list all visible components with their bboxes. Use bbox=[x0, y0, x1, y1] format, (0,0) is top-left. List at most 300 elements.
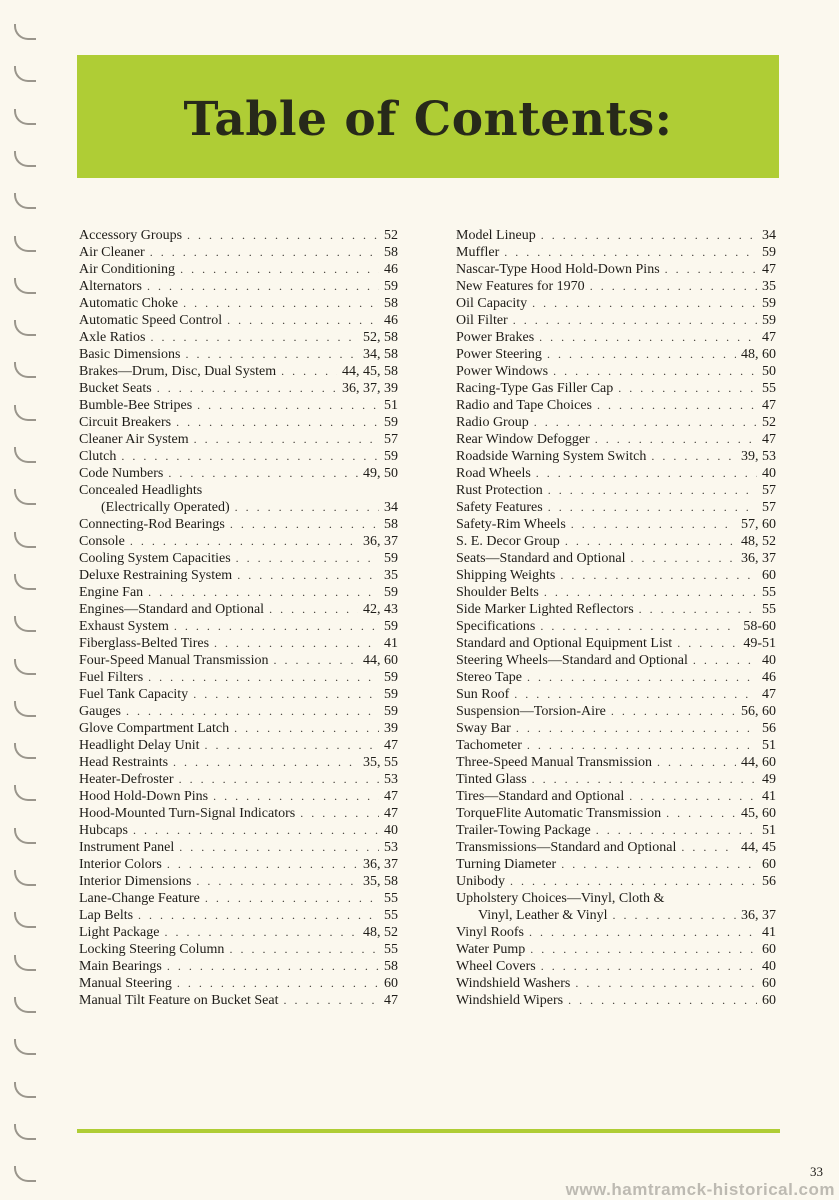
toc-entry-pages: 36, 37 bbox=[741, 908, 776, 923]
toc-entry-pages: 55 bbox=[384, 908, 398, 923]
dot-leader bbox=[230, 516, 379, 533]
binding-hole bbox=[14, 785, 36, 801]
dot-leader bbox=[227, 312, 379, 329]
toc-entry-label: Deluxe Restraining System bbox=[79, 568, 233, 583]
toc-entry-label: Sway Bar bbox=[456, 721, 511, 736]
toc-entry-pages: 58 bbox=[384, 517, 398, 532]
toc-entry bbox=[79, 516, 398, 533]
toc-entry-pages: 39 bbox=[384, 721, 398, 736]
toc-entry-label: Nascar-Type Hood Hold-Down Pins bbox=[456, 262, 660, 277]
toc-entry bbox=[456, 856, 776, 873]
toc-entry bbox=[456, 618, 776, 635]
toc-entry bbox=[79, 584, 398, 601]
contents-column-left bbox=[79, 227, 398, 1009]
toc-entry-label: Model Lineup bbox=[456, 228, 536, 243]
toc-entry-label: Radio Group bbox=[456, 415, 529, 430]
binding-hole bbox=[14, 1166, 36, 1182]
toc-entry-label: Automatic Choke bbox=[79, 296, 179, 311]
toc-entry-label: Axle Ratios bbox=[79, 330, 146, 345]
toc-entry bbox=[456, 771, 776, 788]
toc-entry-label: TorqueFlite Automatic Transmission bbox=[456, 806, 662, 821]
dot-leader bbox=[196, 873, 358, 890]
toc-entry-pages: 59 bbox=[384, 279, 398, 294]
toc-entry-pages: 59 bbox=[384, 670, 398, 685]
dot-leader bbox=[133, 822, 379, 839]
toc-entry-label: Steering Wheels—Standard and Optional bbox=[456, 653, 688, 668]
toc-entry-label: Hood Hold-Down Pins bbox=[79, 789, 209, 804]
dot-leader bbox=[148, 584, 379, 601]
toc-entry-pages: 47 bbox=[384, 738, 398, 753]
dot-leader bbox=[534, 414, 757, 431]
toc-entry bbox=[79, 244, 398, 261]
toc-entry bbox=[456, 482, 776, 499]
toc-entry-label: Power Windows bbox=[456, 364, 549, 379]
ring-binding-holes bbox=[0, 0, 40, 1200]
toc-entry-label: Engines—Standard and Optional bbox=[79, 602, 265, 617]
toc-entry-pages: 51 bbox=[762, 738, 776, 753]
toc-entry-label: Safety-Rim Wheels bbox=[456, 517, 566, 532]
toc-entry bbox=[456, 975, 776, 992]
toc-entry-pages: 48, 60 bbox=[741, 347, 776, 362]
toc-entry-pages: 39, 53 bbox=[741, 449, 776, 464]
contents-column-right bbox=[456, 227, 776, 1009]
toc-entry bbox=[79, 652, 398, 669]
bottom-rule bbox=[77, 1129, 780, 1133]
dot-leader bbox=[164, 924, 358, 941]
toc-entry-pages: 46 bbox=[762, 670, 776, 685]
dot-leader bbox=[553, 363, 757, 380]
toc-entry bbox=[79, 431, 398, 448]
toc-entry bbox=[456, 448, 776, 465]
toc-entry bbox=[456, 635, 776, 652]
toc-entry-pages: 52, 58 bbox=[363, 330, 398, 345]
dot-leader bbox=[197, 397, 379, 414]
dot-leader bbox=[174, 618, 379, 635]
dot-leader bbox=[177, 975, 379, 992]
toc-entry-pages: 55 bbox=[762, 602, 776, 617]
dot-leader bbox=[618, 380, 757, 397]
toc-entry-pages: 47 bbox=[762, 330, 776, 345]
toc-entry-label: (Electrically Operated) bbox=[101, 500, 230, 515]
toc-entry bbox=[79, 907, 398, 924]
binding-hole bbox=[14, 236, 36, 252]
dot-leader bbox=[168, 465, 358, 482]
toc-entry-label: Clutch bbox=[79, 449, 117, 464]
dot-leader bbox=[229, 941, 379, 958]
dot-leader bbox=[281, 363, 337, 380]
dot-leader bbox=[571, 516, 736, 533]
toc-entry-pages: 52 bbox=[762, 415, 776, 430]
toc-entry bbox=[79, 363, 398, 380]
toc-entry-pages: 42, 43 bbox=[363, 602, 398, 617]
dot-leader bbox=[560, 567, 757, 584]
toc-entry bbox=[456, 941, 776, 958]
toc-entry-pages: 59 bbox=[762, 313, 776, 328]
toc-entry-label: Wheel Covers bbox=[456, 959, 536, 974]
toc-entry-label: Basic Dimensions bbox=[79, 347, 181, 362]
dot-leader bbox=[639, 601, 757, 618]
toc-entry-pages: 58 bbox=[384, 245, 398, 260]
toc-entry-label: Upholstery Choices—Vinyl, Cloth & bbox=[456, 891, 665, 906]
dot-leader bbox=[513, 312, 757, 329]
toc-entry-label: Circuit Breakers bbox=[79, 415, 172, 430]
toc-entry-label: Bucket Seats bbox=[79, 381, 152, 396]
toc-entry-pages: 55 bbox=[384, 891, 398, 906]
toc-entry-label: Heater-Defroster bbox=[79, 772, 174, 787]
dot-leader bbox=[539, 329, 757, 346]
toc-entry-label: Exhaust System bbox=[79, 619, 169, 634]
page-title: Table of Contents: bbox=[183, 92, 673, 147]
dot-leader bbox=[527, 669, 757, 686]
dot-leader bbox=[194, 431, 379, 448]
toc-entry bbox=[79, 601, 398, 618]
toc-entry bbox=[456, 465, 776, 482]
binding-hole bbox=[14, 701, 36, 717]
toc-entry bbox=[79, 941, 398, 958]
toc-entry-label: Specifications bbox=[456, 619, 536, 634]
toc-entry bbox=[79, 924, 398, 941]
toc-entry bbox=[79, 295, 398, 312]
toc-entry-label: Three-Speed Manual Transmission bbox=[456, 755, 652, 770]
toc-entry bbox=[456, 805, 776, 822]
toc-entry bbox=[456, 788, 776, 805]
toc-entry-label: Lap Belts bbox=[79, 908, 134, 923]
dot-leader bbox=[568, 992, 757, 1009]
toc-entry-label: Brakes—Drum, Disc, Dual System bbox=[79, 364, 277, 379]
toc-entry-label: Oil Filter bbox=[456, 313, 508, 328]
toc-entry bbox=[456, 737, 776, 754]
toc-entry-pages: 59 bbox=[384, 415, 398, 430]
toc-entry bbox=[456, 329, 776, 346]
dot-leader bbox=[516, 720, 757, 737]
toc-entry-label: New Features for 1970 bbox=[456, 279, 585, 294]
toc-entry bbox=[456, 244, 776, 261]
toc-entry-label: Muffler bbox=[456, 245, 500, 260]
toc-entry-label: Air Cleaner bbox=[79, 245, 145, 260]
toc-entry bbox=[79, 737, 398, 754]
toc-entry-pages: 44, 45, 58 bbox=[342, 364, 398, 379]
toc-entry bbox=[79, 771, 398, 788]
toc-entry bbox=[79, 686, 398, 703]
toc-entry-label: Transmissions—Standard and Optional bbox=[456, 840, 677, 855]
toc-entry-pages: 35 bbox=[762, 279, 776, 294]
dot-leader bbox=[596, 822, 757, 839]
toc-entry bbox=[456, 754, 776, 771]
dot-leader bbox=[176, 414, 379, 431]
toc-entry bbox=[456, 380, 776, 397]
toc-entry-pages: 59 bbox=[384, 704, 398, 719]
toc-entry bbox=[79, 550, 398, 567]
toc-entry-pages: 34 bbox=[384, 500, 398, 515]
toc-entry bbox=[456, 652, 776, 669]
toc-entry bbox=[79, 346, 398, 363]
binding-hole bbox=[14, 1039, 36, 1055]
dot-leader bbox=[631, 550, 736, 567]
binding-hole bbox=[14, 151, 36, 167]
toc-entry bbox=[456, 397, 776, 414]
dot-leader bbox=[575, 975, 757, 992]
toc-entry-pages: 35, 55 bbox=[363, 755, 398, 770]
dot-leader bbox=[532, 771, 757, 788]
toc-entry bbox=[79, 448, 398, 465]
dot-leader bbox=[665, 261, 757, 278]
toc-entry-label: Concealed Headlights bbox=[79, 483, 203, 498]
toc-entry-label: Standard and Optional Equipment List bbox=[456, 636, 673, 651]
toc-entry bbox=[456, 720, 776, 737]
toc-entry-pages: 59 bbox=[384, 687, 398, 702]
binding-hole bbox=[14, 912, 36, 928]
binding-hole bbox=[14, 828, 36, 844]
dot-leader bbox=[151, 329, 359, 346]
toc-entry-label: Windshield Wipers bbox=[456, 993, 564, 1008]
toc-entry-label: Tinted Glass bbox=[456, 772, 527, 787]
binding-hole bbox=[14, 997, 36, 1013]
toc-entry-pages: 45, 60 bbox=[741, 806, 776, 821]
binding-hole bbox=[14, 193, 36, 209]
toc-entry-label: Fuel Tank Capacity bbox=[79, 687, 189, 702]
toc-entry-pages: 56, 60 bbox=[741, 704, 776, 719]
toc-entry-pages: 48, 52 bbox=[363, 925, 398, 940]
toc-entry bbox=[456, 958, 776, 975]
toc-entry-pages: 50 bbox=[762, 364, 776, 379]
toc-entry-pages: 49-51 bbox=[743, 636, 776, 651]
toc-entry bbox=[79, 329, 398, 346]
toc-entry-label: Bumble-Bee Stripes bbox=[79, 398, 193, 413]
toc-entry-label: Interior Dimensions bbox=[79, 874, 192, 889]
toc-entry bbox=[456, 278, 776, 295]
binding-hole bbox=[14, 616, 36, 632]
toc-entry-pages: 41 bbox=[384, 636, 398, 651]
toc-entry-label: Console bbox=[79, 534, 125, 549]
toc-entry-label: Air Conditioning bbox=[79, 262, 176, 277]
toc-entry-label: Tachometer bbox=[456, 738, 522, 753]
toc-entry-label: Tires—Standard and Optional bbox=[456, 789, 625, 804]
toc-entry-pages: 60 bbox=[384, 976, 398, 991]
toc-entry-pages: 46 bbox=[384, 262, 398, 277]
toc-entry-label: Shoulder Belts bbox=[456, 585, 539, 600]
toc-entry-pages: 40 bbox=[762, 653, 776, 668]
dot-leader bbox=[300, 805, 379, 822]
toc-entry bbox=[79, 839, 398, 856]
toc-entry bbox=[456, 839, 776, 856]
toc-entry bbox=[79, 397, 398, 414]
toc-entry-label: Glove Compartment Latch bbox=[79, 721, 230, 736]
toc-entry-pages: 44, 45 bbox=[741, 840, 776, 855]
toc-entry-label: Rust Protection bbox=[456, 483, 543, 498]
toc-entry-pages: 36, 37 bbox=[741, 551, 776, 566]
dot-leader bbox=[541, 227, 757, 244]
toc-entry-pages: 40 bbox=[384, 823, 398, 838]
toc-entry-label: Safety Features bbox=[456, 500, 543, 515]
dot-leader bbox=[130, 533, 358, 550]
toc-entry-label: Manual Steering bbox=[79, 976, 172, 991]
toc-entry-pages: 57 bbox=[762, 483, 776, 498]
toc-entry-label: Vinyl, Leather & Vinyl bbox=[478, 908, 608, 923]
toc-entry-label: Shipping Weights bbox=[456, 568, 556, 583]
toc-entry bbox=[456, 346, 776, 363]
toc-entry-pages: 46 bbox=[384, 313, 398, 328]
toc-entry bbox=[456, 601, 776, 618]
toc-entry-label: Cooling System Capacities bbox=[79, 551, 231, 566]
toc-entry-label: Gauges bbox=[79, 704, 121, 719]
dot-leader bbox=[597, 397, 757, 414]
toc-entry bbox=[79, 635, 398, 652]
binding-hole bbox=[14, 405, 36, 421]
toc-entry bbox=[79, 788, 398, 805]
toc-entry-label: Radio and Tape Choices bbox=[456, 398, 593, 413]
binding-hole bbox=[14, 574, 36, 590]
page-number: 33 bbox=[810, 1164, 823, 1179]
toc-entry-pages: 47 bbox=[762, 432, 776, 447]
toc-entry bbox=[456, 703, 776, 720]
dot-leader bbox=[126, 703, 379, 720]
toc-entry-pages: 60 bbox=[762, 993, 776, 1008]
dot-leader bbox=[514, 686, 757, 703]
toc-entry-label: Accessory Groups bbox=[79, 228, 183, 243]
dot-leader bbox=[532, 295, 757, 312]
toc-entry-pages: 49, 50 bbox=[363, 466, 398, 481]
toc-entry bbox=[456, 550, 776, 567]
binding-hole bbox=[14, 109, 36, 125]
toc-entry-pages: 47 bbox=[384, 993, 398, 1008]
toc-entry-pages: 47 bbox=[384, 806, 398, 821]
toc-entry bbox=[456, 584, 776, 601]
dot-leader bbox=[205, 890, 379, 907]
toc-entry-label: Hood-Mounted Turn-Signal Indicators bbox=[79, 806, 296, 821]
toc-entry-label: Sun Roof bbox=[456, 687, 510, 702]
toc-entry-label: Trailer-Towing Package bbox=[456, 823, 591, 838]
dot-leader bbox=[541, 958, 757, 975]
toc-entry-label: Racing-Type Gas Filler Cap bbox=[456, 381, 614, 396]
toc-entry-label: Hubcaps bbox=[79, 823, 128, 838]
toc-entry bbox=[456, 516, 776, 533]
dot-leader bbox=[612, 907, 736, 924]
toc-entry-pages: 55 bbox=[384, 942, 398, 957]
toc-entry bbox=[79, 261, 398, 278]
dot-leader bbox=[611, 703, 736, 720]
dot-leader bbox=[193, 686, 379, 703]
dot-leader bbox=[548, 499, 757, 516]
dot-leader bbox=[186, 346, 359, 363]
toc-entry bbox=[456, 295, 776, 312]
dot-leader bbox=[693, 652, 757, 669]
dot-leader bbox=[167, 958, 379, 975]
toc-entry-pages: 41 bbox=[762, 789, 776, 804]
dot-leader bbox=[677, 635, 738, 652]
toc-entry-pages: 34 bbox=[762, 228, 776, 243]
toc-entry-pages: 35 bbox=[384, 568, 398, 583]
dot-leader bbox=[590, 278, 757, 295]
toc-entry bbox=[79, 975, 398, 992]
toc-entry bbox=[79, 958, 398, 975]
toc-entry-pages: 56 bbox=[762, 721, 776, 736]
toc-entry-label: Power Brakes bbox=[456, 330, 535, 345]
dot-leader bbox=[548, 482, 757, 499]
dot-leader bbox=[213, 788, 379, 805]
toc-entry-pages: 60 bbox=[762, 568, 776, 583]
toc-entry bbox=[79, 482, 398, 499]
dot-leader bbox=[274, 652, 358, 669]
dot-leader bbox=[234, 720, 379, 737]
toc-entry-pages: 47 bbox=[762, 398, 776, 413]
toc-entry-label: Side Marker Lighted Reflectors bbox=[456, 602, 634, 617]
toc-entry-pages: 57 bbox=[762, 500, 776, 515]
toc-entry-label: Unibody bbox=[456, 874, 505, 889]
toc-entry bbox=[456, 431, 776, 448]
toc-entry-label: Road Wheels bbox=[456, 466, 531, 481]
toc-entry-pages: 55 bbox=[762, 381, 776, 396]
dot-leader bbox=[657, 754, 736, 771]
binding-hole bbox=[14, 870, 36, 886]
toc-entry bbox=[456, 924, 776, 941]
toc-entry bbox=[79, 567, 398, 584]
dot-leader bbox=[681, 839, 736, 856]
dot-leader bbox=[510, 873, 757, 890]
dot-leader bbox=[150, 244, 379, 261]
toc-entry bbox=[79, 312, 398, 329]
toc-entry bbox=[456, 227, 776, 244]
toc-entry-label: Headlight Delay Unit bbox=[79, 738, 200, 753]
toc-entry-pages: 57 bbox=[384, 432, 398, 447]
dot-leader bbox=[595, 431, 757, 448]
toc-entry bbox=[456, 873, 776, 890]
toc-entry-pages: 51 bbox=[762, 823, 776, 838]
dot-leader bbox=[565, 533, 736, 550]
toc-entry-label: Windshield Washers bbox=[456, 976, 571, 991]
dot-leader bbox=[147, 278, 379, 295]
toc-entry-label: Suspension—Torsion-Aire bbox=[456, 704, 606, 719]
dot-leader bbox=[138, 907, 379, 924]
toc-entry-pages: 51 bbox=[384, 398, 398, 413]
binding-hole bbox=[14, 955, 36, 971]
toc-entry-label: Fuel Filters bbox=[79, 670, 144, 685]
toc-entry-label: Lane-Change Feature bbox=[79, 891, 200, 906]
toc-entry-pages: 60 bbox=[762, 857, 776, 872]
dot-leader bbox=[527, 737, 757, 754]
toc-entry-label: Vinyl Roofs bbox=[456, 925, 524, 940]
dot-leader bbox=[651, 448, 736, 465]
toc-entry-pages: 36, 37 bbox=[363, 534, 398, 549]
toc-entry-pages: 53 bbox=[384, 840, 398, 855]
dot-leader bbox=[547, 346, 736, 363]
toc-entry-pages: 41 bbox=[762, 925, 776, 940]
dot-leader bbox=[180, 261, 379, 278]
toc-entry-pages: 44, 60 bbox=[741, 755, 776, 770]
toc-entry-pages: 40 bbox=[762, 466, 776, 481]
toc-entry-pages: 40 bbox=[762, 959, 776, 974]
watermark-text: www.hamtramck-historical.com bbox=[565, 1180, 835, 1199]
toc-entry-pages: 57, 60 bbox=[741, 517, 776, 532]
dot-leader bbox=[121, 448, 379, 465]
toc-entry bbox=[79, 533, 398, 550]
toc-entry-pages: 35, 58 bbox=[363, 874, 398, 889]
toc-entry-pages: 36, 37, 39 bbox=[342, 381, 398, 396]
toc-entry bbox=[79, 805, 398, 822]
toc-entry bbox=[456, 499, 776, 516]
toc-entry-label: Code Numbers bbox=[79, 466, 164, 481]
toc-entry-pages: 52 bbox=[384, 228, 398, 243]
toc-entry bbox=[79, 822, 398, 839]
toc-entry-label: Interior Colors bbox=[79, 857, 162, 872]
toc-entry-pages: 59 bbox=[384, 619, 398, 634]
dot-leader bbox=[179, 839, 379, 856]
toc-entry bbox=[456, 992, 776, 1009]
toc-entry bbox=[79, 499, 398, 516]
dot-leader bbox=[237, 567, 379, 584]
toc-entry bbox=[79, 703, 398, 720]
dot-leader bbox=[179, 771, 379, 788]
dot-leader bbox=[504, 244, 757, 261]
